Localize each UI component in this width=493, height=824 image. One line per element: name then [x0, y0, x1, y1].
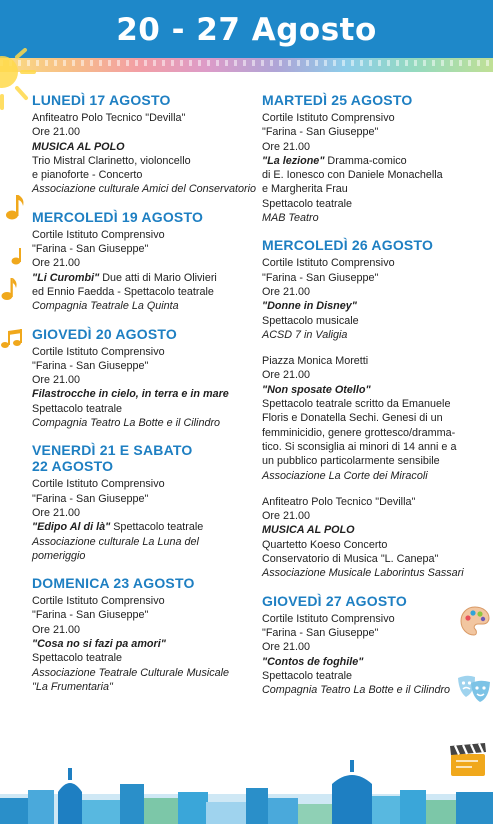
- event-date: DOMENICA 23 AGOSTO: [32, 575, 195, 592]
- event-line-text: Spettacolo teatrale: [32, 652, 123, 665]
- event-detail: [262, 669, 482, 683]
- event-line-text: Quartetto Koeso Concerto: [262, 538, 388, 551]
- event-block: [262, 495, 482, 581]
- event-date: LUNEDÌ 17 AGOSTO: [32, 92, 171, 108]
- event-line-text: Ore 21.00: [32, 623, 81, 636]
- events-column-left: [32, 92, 257, 706]
- event-line-text: "Farina - San Giuseppe": [32, 243, 149, 256]
- event-line-text: Spettacolo musicale: [262, 314, 359, 327]
- theatre-masks-icon: [455, 672, 493, 708]
- event-line-text: Anfiteatro Polo Tecnico "Devilla": [32, 112, 186, 124]
- event-line-text: Ore 21.00: [32, 126, 81, 139]
- event-detail: [262, 495, 482, 509]
- event-line-text: "Edipo Al di là": [32, 521, 111, 534]
- event-organizer: [32, 680, 247, 694]
- event-line-text: ed Ennio Faedda - Spettacolo teatrale: [32, 285, 214, 298]
- event-block: [32, 209, 247, 314]
- event-organizer: [32, 549, 247, 563]
- city-skyline-illustration: [0, 754, 493, 824]
- header-banner: [0, 0, 493, 58]
- event-detail: [262, 626, 482, 640]
- event-line-text: Ore 21.00: [262, 140, 311, 153]
- event-detail: [32, 492, 247, 506]
- event-title: [262, 299, 482, 313]
- event-detail: [32, 125, 247, 139]
- event-title: [32, 637, 247, 651]
- event-title: [32, 140, 247, 154]
- event-line-text: Cortile Istituto Comprensivo: [32, 595, 165, 608]
- event-line-text: Filastrocche in cielo, in terra e in mare: [32, 388, 229, 401]
- event-line-text: Floris e Donatella Sechi. Genesi di un: [262, 412, 443, 425]
- event-detail: [32, 594, 247, 608]
- event-detail: [32, 477, 247, 491]
- event-detail: [32, 506, 247, 520]
- event-line-text: Spettacolo teatrale scritto da Emanuele: [262, 398, 451, 411]
- event-title: [32, 387, 247, 401]
- rainbow-strip-texture: [0, 60, 493, 66]
- event-detail: [262, 182, 482, 196]
- event-line-text: Associazione Musicale Laborintus Sassari: [262, 567, 464, 580]
- event-organizer: [32, 416, 247, 430]
- event-line-text: Cortile Istituto Comprensivo: [262, 112, 395, 124]
- event-detail: [32, 651, 247, 665]
- music-notes-icon: [0, 328, 24, 350]
- event-line-text: Spettacolo teatrale: [32, 402, 123, 415]
- event-detail: [32, 256, 247, 270]
- event-detail: [32, 623, 247, 637]
- event-detail: [262, 314, 482, 328]
- event-detail: [262, 440, 482, 454]
- event-date: GIOVEDÌ 20 AGOSTO: [32, 325, 177, 342]
- event-organizer: [262, 211, 482, 225]
- event-line-rest: Dramma-comico: [324, 154, 407, 167]
- event-organizer: [262, 469, 482, 483]
- event-line-text: "Contos de foghile": [262, 655, 364, 668]
- event-block: [32, 442, 247, 563]
- event-title: [32, 271, 247, 285]
- event-date: 22 AGOSTO: [32, 458, 114, 475]
- event-organizer: [32, 535, 247, 549]
- event-line-rest: Spettacolo teatrale: [110, 521, 204, 534]
- event-detail: [262, 125, 482, 139]
- event-line-text: tico. Si sconsiglia ai minori di 14 anni e a: [262, 440, 457, 453]
- event-line-text: un pubblico particolarmente sensibile: [262, 455, 440, 468]
- event-line-text: Ore 21.00: [262, 285, 311, 298]
- event-line-text: ACSD 7 in Valigia: [262, 328, 348, 341]
- music-note-icon: [0, 276, 18, 302]
- event-line-text: Compagnia Teatro La Botte e il Cilindro: [32, 417, 221, 430]
- music-note-icon: [4, 192, 26, 222]
- event-line-text: Anfiteatro Polo Tecnico "Devilla": [262, 495, 416, 508]
- event-line-text: "Li Curombi": [32, 271, 100, 284]
- event-line-text: Ore 21.00: [262, 510, 311, 523]
- event-line-rest: Due atti di Mario Olivieri: [99, 271, 217, 284]
- event-line-text: Spettacolo teatrale: [262, 197, 353, 210]
- event-line-text: "La lezione": [262, 154, 325, 167]
- event-line-text: pomeriggio: [32, 549, 86, 562]
- event-detail: [32, 345, 247, 359]
- page-title: 20 - 27 Agosto: [116, 12, 377, 48]
- event-detail: [32, 285, 247, 299]
- event-line-text: "Donne in Disney": [262, 300, 357, 313]
- event-line-text: Compagnia Teatrale La Quinta: [32, 300, 179, 313]
- event-line-text: Spettacolo teatrale: [262, 669, 353, 682]
- event-line-text: MUSICA AL POLO: [262, 524, 355, 537]
- event-detail: [262, 271, 482, 285]
- event-block: [262, 354, 482, 483]
- event-detail: [32, 168, 247, 182]
- event-line-text: Ore 21.00: [262, 369, 311, 382]
- event-line-text: Trio Mistral Clarinetto, violoncello: [32, 154, 191, 167]
- event-detail: [262, 411, 482, 425]
- event-detail: [262, 197, 482, 211]
- event-organizer: [32, 182, 257, 196]
- event-organizer: [262, 683, 482, 697]
- event-line-text: "Non sposate Otello": [262, 383, 371, 396]
- event-line-text: Cortile Istituto Comprensivo: [262, 612, 395, 625]
- event-block: [262, 593, 482, 698]
- event-detail: [262, 509, 482, 523]
- event-date: MARTEDÌ 25 AGOSTO: [262, 92, 413, 108]
- event-line-text: Compagnia Teatro La Botte e il Cilindro: [262, 684, 451, 697]
- event-detail: [32, 402, 247, 416]
- event-organizer: [262, 328, 482, 342]
- event-line-text: Associazione culturale La Luna del: [32, 535, 199, 548]
- event-line-text: "Cosa no si fazi pa amori": [32, 638, 166, 651]
- event-block: [32, 92, 257, 197]
- event-date: MERCOLEDÌ 26 AGOSTO: [262, 237, 434, 254]
- event-line-text: Cortile Istituto Comprensivo: [32, 345, 165, 358]
- event-title: [262, 655, 482, 669]
- event-detail: [262, 454, 482, 468]
- palette-icon: [458, 604, 492, 638]
- event-organizer: [262, 566, 482, 580]
- event-line-text: Piazza Monica Moretti: [262, 355, 369, 368]
- event-line-text: Conservatorio di Musica "L. Canepa": [262, 553, 439, 566]
- event-organizer: [32, 299, 247, 313]
- event-block: [32, 575, 247, 694]
- event-line-text: Ore 21.00: [32, 374, 81, 387]
- event-detail: [32, 111, 247, 125]
- event-line-text: Ore 21.00: [32, 506, 81, 519]
- event-detail: [262, 256, 482, 270]
- event-organizer: [32, 666, 247, 680]
- event-detail: [262, 538, 482, 552]
- event-detail: [32, 154, 247, 168]
- event-detail: [262, 397, 482, 411]
- event-detail: [262, 168, 482, 182]
- event-detail: [32, 359, 247, 373]
- event-line-text: "Farina - San Giuseppe": [32, 359, 149, 372]
- event-line-text: Ore 21.00: [262, 641, 311, 654]
- event-detail: [32, 608, 247, 622]
- event-line-text: "Farina - San Giuseppe": [262, 126, 379, 139]
- event-line-text: femminicidio, genere grottesco/dramma-: [262, 426, 456, 439]
- event-line-text: Cortile Istituto Comprensivo: [32, 228, 165, 241]
- events-column-right: [262, 92, 482, 709]
- event-line-text: "Farina - San Giuseppe": [262, 271, 379, 284]
- event-block: [32, 326, 247, 431]
- event-line-text: e Margherita Frau: [262, 183, 348, 196]
- event-title: [262, 383, 482, 397]
- event-title: [262, 523, 482, 537]
- event-title: [32, 520, 247, 534]
- event-line-text: Cortile Istituto Comprensivo: [32, 478, 165, 491]
- event-detail: [32, 242, 247, 256]
- event-block: [262, 237, 482, 342]
- event-line-text: "La Frumentaria": [32, 680, 113, 693]
- event-line-text: MAB Teatro: [262, 212, 319, 225]
- event-detail: [262, 368, 482, 382]
- event-line-text: Associazione culturale Amici del Conservatorio: [32, 183, 257, 196]
- event-detail: [262, 640, 482, 654]
- event-date: MERCOLEDÌ 19 AGOSTO: [32, 208, 204, 225]
- event-title: [262, 154, 482, 168]
- event-detail: [262, 140, 482, 154]
- event-date: VENERDÌ 21 E SABATO: [32, 442, 193, 459]
- event-detail: [32, 228, 247, 242]
- event-block: [262, 92, 482, 225]
- event-line-text: Associazione La Corte dei Miracoli: [262, 469, 428, 482]
- event-line-text: e pianoforte - Concerto: [32, 169, 143, 182]
- event-detail: [32, 373, 247, 387]
- event-line-text: MUSICA AL POLO: [32, 140, 125, 153]
- event-detail: [262, 552, 482, 566]
- event-line-text: di E. Ionesco con Daniele Monachella: [262, 169, 443, 182]
- event-line-text: "Farina - San Giuseppe": [32, 609, 149, 622]
- event-line-text: Cortile Istituto Comprensivo: [262, 257, 395, 270]
- event-line-text: Associazione Teatrale Culturale Musicale: [32, 666, 230, 679]
- event-detail: [262, 354, 482, 368]
- event-detail: [262, 426, 482, 440]
- event-line-text: "Farina - San Giuseppe": [32, 492, 149, 505]
- event-line-text: "Farina - San Giuseppe": [262, 626, 379, 639]
- event-detail: [262, 285, 482, 299]
- event-date: GIOVEDÌ 27 AGOSTO: [262, 592, 407, 609]
- event-line-text: Ore 21.00: [32, 257, 81, 270]
- event-detail: [262, 111, 482, 125]
- music-note-icon: [10, 246, 26, 266]
- event-detail: [262, 612, 482, 626]
